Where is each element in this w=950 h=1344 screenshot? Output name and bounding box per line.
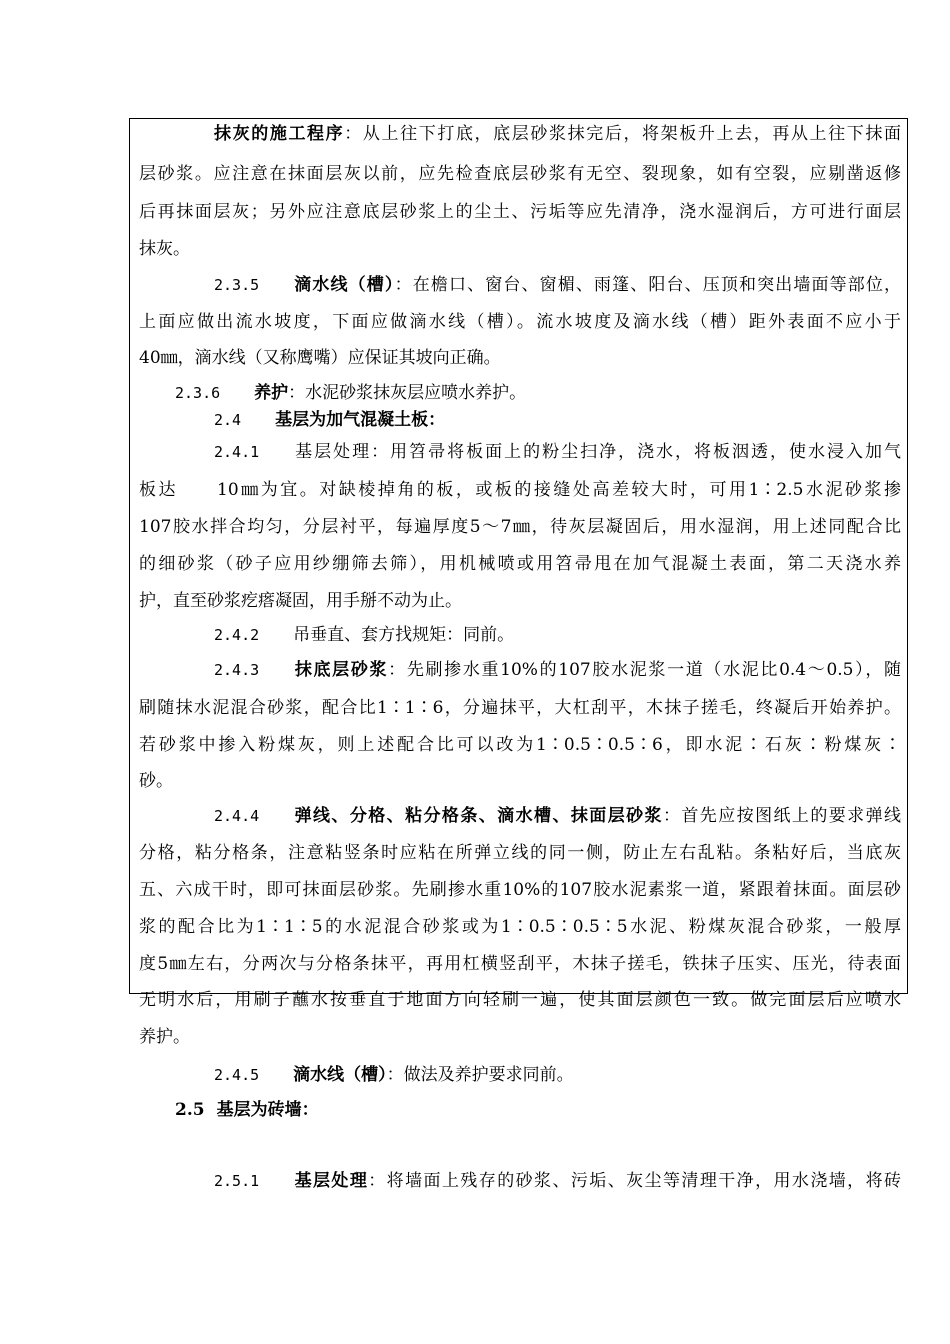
paragraph-line: 板达 10㎜为宜。对缺棱掉角的板，或板的接缝处高差较大时，可用1∶2.5水泥砂浆掺: [139, 480, 901, 500]
paragraph-line: 层砂浆。应注意在抹面层灰以前，应先检查底层砂浆有无空、裂现象，如有空裂，应剔凿返修: [139, 164, 901, 184]
text-span: ：先刷掺水重10%的107胶水泥浆一道（水泥比0.4～0.5），随: [388, 660, 902, 680]
section-heading-line: [214, 655, 901, 685]
paragraph-line: 护，直至砂浆疙瘩凝固，用手掰不动为止。: [139, 591, 462, 611]
section-heading-line: [214, 620, 901, 650]
paragraph-line: 度5㎜左右，分两次与分格条抹平，再用杠横竖刮平，木抹子搓毛，铁抹子压实、压光，待表面: [139, 954, 901, 974]
paragraph-line: 40㎜，滴水线（又称鹰嘴）应保证其坡向正确。: [139, 348, 501, 368]
paragraph-line: 107胶水拌合均匀，分层衬平，每遍厚度5～7㎜，待灰层凝固后，用水湿润，用上述同配合比: [139, 517, 901, 537]
section-number: 2.4: [214, 411, 242, 429]
paragraph-line: 上面应做出流水坡度，下面应做滴水线（槽）。流水坡度及滴水线（槽）距外表面不应小于: [139, 312, 901, 332]
bold-heading: 抹灰的施工程序: [214, 124, 345, 144]
section-number: 2.4.5: [214, 1066, 260, 1084]
section-heading-line: [214, 1166, 901, 1196]
section-number: 2.5: [175, 1100, 205, 1120]
bold-heading: 养护: [254, 383, 289, 403]
section-heading-line: [214, 405, 901, 435]
paragraph-line: 五、六成干时，即可抹面层砂浆。先刷掺水重10%的107胶水泥素浆一道，紧跟着抹面。面层砂: [139, 880, 901, 900]
paragraph-line: 养护。: [139, 1027, 190, 1047]
section-number: 2.4.3: [214, 661, 260, 679]
text-span: ：做法及养护要求同前。: [386, 1065, 574, 1085]
bold-heading: 基层为砖墙：: [216, 1100, 319, 1120]
text-span: 吊垂直、套方找规矩：同前。: [293, 625, 515, 645]
paragraph-line: 抹灰。: [139, 239, 190, 259]
bold-heading: 滴水线（槽）: [293, 275, 395, 295]
paragraph-line: [214, 119, 901, 149]
text-span: ：从上往下打底，底层砂浆抹完后，将架板升上去，再从上往下抹面: [344, 124, 902, 144]
bold-heading: 滴水线（槽）: [293, 1065, 387, 1085]
bold-heading: 抹底层砂浆: [293, 660, 389, 680]
text-span: ：将墙面上残存的砂浆、污垢、灰尘等清理干净，用水浇墙，将砖: [368, 1171, 902, 1191]
paragraph-line: 刷随抹水泥混合砂浆，配合比1∶1∶6，分遍抹平，大杠刮平，木抹子搓毛，终凝后开始养护。: [139, 698, 901, 718]
section-number: 2.3.6: [175, 384, 221, 402]
bold-heading: 基层为加气混凝土板：: [275, 410, 446, 430]
section-number: 2.3.5: [214, 276, 260, 294]
section-heading-line: [214, 801, 901, 831]
bold-heading: 基层处理: [293, 1171, 369, 1191]
paragraph-line: 分格，粘分格条，注意粘竖条时应粘在所弹立线的同一侧，防止左右乱粘。条粘好后，当底灰: [139, 843, 901, 863]
paragraph-line: 砂。: [139, 771, 173, 791]
paragraph-line: 后再抹面层灰；另外应注意底层砂浆上的尘土、污垢等应先清净，浇水湿润后，方可进行面层: [139, 202, 901, 222]
paragraph-line: 无明水后，用刷子蘸水按垂直于地面方向轻刷一遍，使其面层颜色一致。做完面层后应喷水: [139, 990, 901, 1010]
section-heading-line: [214, 1060, 901, 1090]
text-span: ：在檐口、窗台、窗楣、雨篷、阳台、压顶和突出墙面等部位，: [394, 275, 902, 295]
text-span: ：水泥砂浆抹灰层应喷水养护。: [288, 383, 527, 403]
section-number: 2.4.2: [214, 626, 260, 644]
paragraph-line: 的细砂浆（砂子应用纱绷筛去筛），用机械喷或用笤帚甩在加气混凝土表面，第二天浇水养: [139, 554, 901, 574]
section-number: 2.5.1: [214, 1172, 260, 1190]
section-number: 2.4.4: [214, 807, 260, 825]
section-heading-line: [175, 378, 901, 408]
text-span: ：首先应按图纸上的要求弹线: [662, 806, 902, 826]
section-heading-line: [175, 1095, 901, 1125]
section-number: 2.4.1: [214, 443, 260, 461]
bold-heading: 弹线、分格、粘分格条、滴水槽、抹面层砂浆: [293, 806, 663, 826]
section-heading-line: [214, 437, 901, 467]
text-span: 基层处理：用笤帚将板面上的粉尘扫净，浇水，将板洇透，使水浸入加气: [293, 442, 901, 462]
paragraph-line: 若砂浆中掺入粉煤灰，则上述配合比可以改为1∶0.5∶0.5∶6，即水泥∶石灰∶粉煤灰∶: [139, 735, 901, 755]
section-heading-line: [214, 270, 901, 300]
paragraph-line: 浆的配合比为1∶1∶5的水泥混合砂浆或为1∶0.5∶0.5∶5水泥、粉煤灰混合砂浆，一般厚: [139, 917, 901, 937]
